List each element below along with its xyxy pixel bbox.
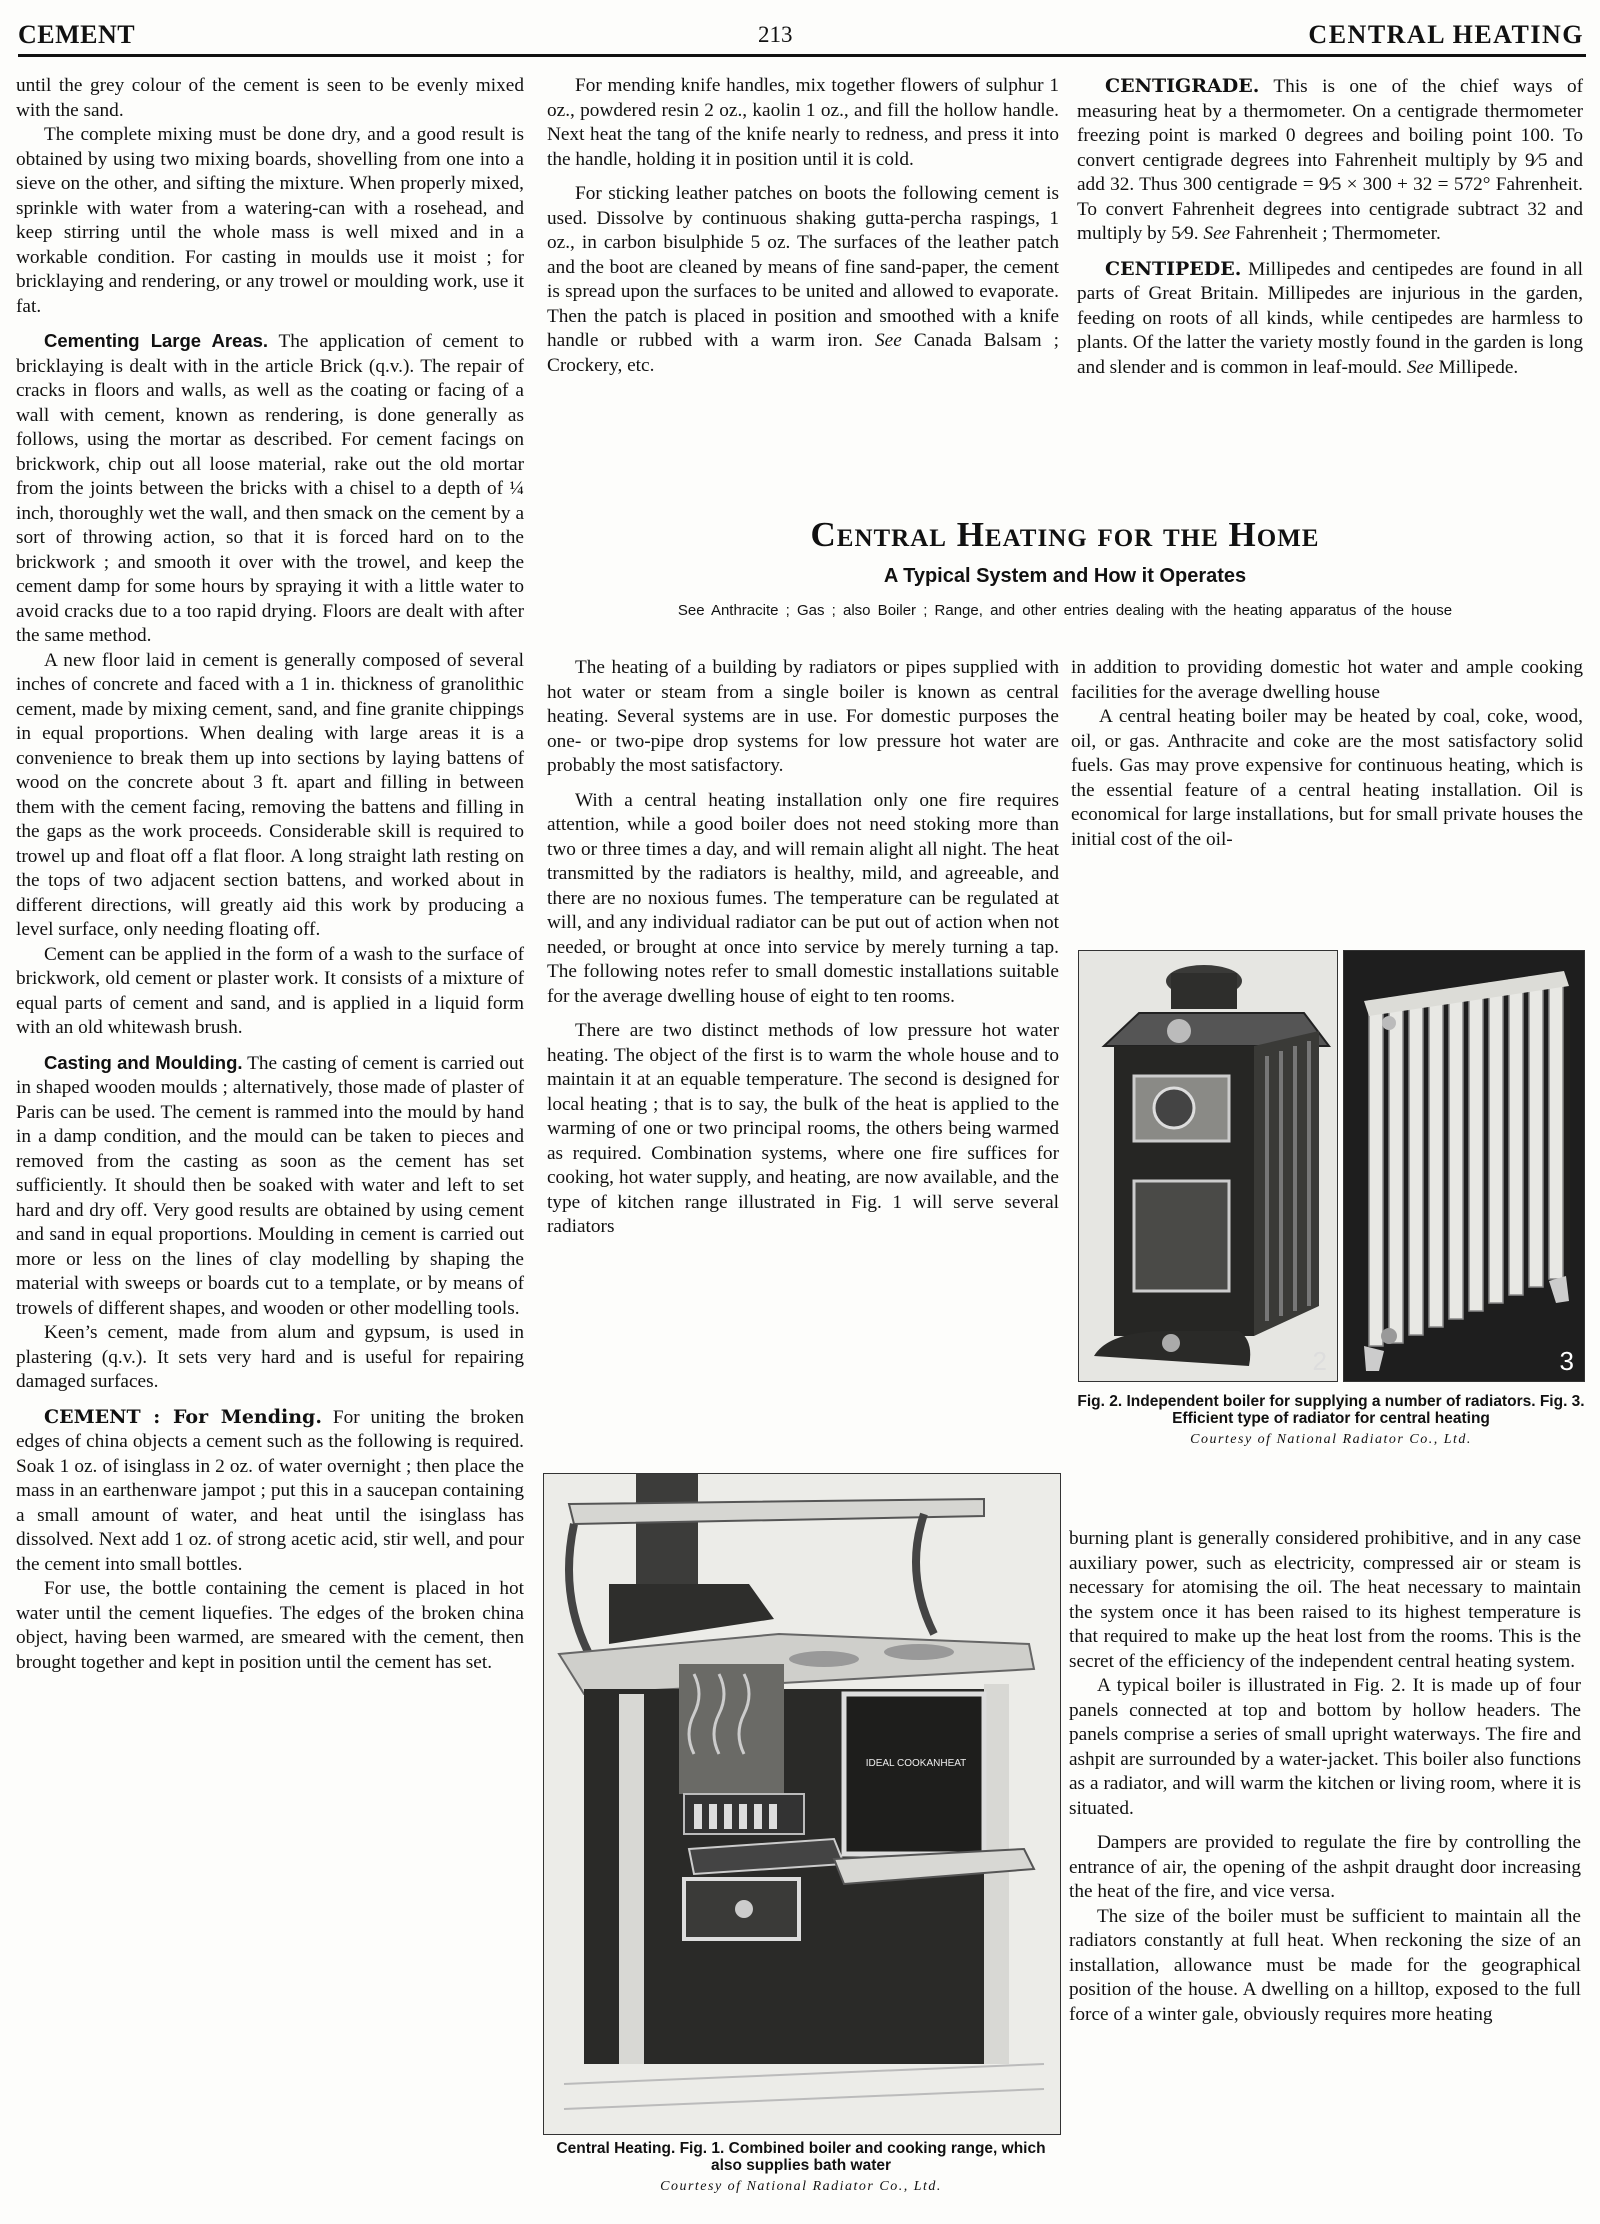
paragraph: Keen’s cement, made from alum and gypsum, is used in plastering (q.v.). It sets very hard and is useful for repairing damaged surfaces. (16, 1322, 524, 1392)
figure-3-radiator-image (1343, 950, 1585, 1382)
figure-2-3-caption (1076, 1393, 1586, 1448)
caption-text: Central Heating. Fig. 1. Combined boiler and cooking range, which also supplies bath water (556, 2140, 1046, 2174)
page-number: 213 (758, 22, 793, 47)
see-label: See (875, 330, 902, 351)
entry-text: The application of cement to bricklaying is dealt with in the article Brick (q.v.). The repair of cracks in floors and walls, as well as the coating or facing of a wall with cement, known as rendering, is done generally as follows, using the mortar as described. For cement facings on brickwork, chip out all loose material, rake out the old mortar from the joints between the bricks with a chisel to a depth of ¼ inch, thoroughly wet the wall, and then smack on the cement by a sort of throwing action, so that it is forced hard on to the brickwork ; and smooth it over with the trowel, and keep the cement damp for some hours by spraying it with a little water to avoid cracks due to a too rapid drying. Floors are dealt with after the same method. (16, 331, 524, 646)
article-column-right (1071, 656, 1583, 852)
entry-text: For uniting the broken edges of china objects a cement such as the following is required. Soak 1 oz. of isinglass in 2 oz. of water overnight ; then place the mass in an earthenware jampot ; put this in a saucepan containing a small amount of water, and heat until the isinglass has dissolved. Next add 1 oz. of strong acetic acid, stir well, and pour the cement into small bottles. (16, 1406, 525, 1575)
paragraph: in addition to providing domestic hot water and ample cooking facilities for the average dwelling house (1071, 657, 1583, 703)
runin-heading: CENTIPEDE. (1105, 257, 1242, 280)
paragraph: Dampers are provided to regulate the fire by controlling the entrance of air, the opening of the ashpit draught door increasing the heat of the fire, and vice versa. (1069, 1832, 1581, 1902)
article-title: Central Heating for the Home (810, 515, 1320, 554)
entry-cement-mending (16, 1405, 524, 1578)
paragraph: A new floor laid in cement is generally composed of several inches of concrete and faced with a 1 in. thickness of granolithic cement, made by mixing cement, sand, and fine granite chippings in equal proportions. When dealing with large areas it is a convenience to break them up into sections by laying battens of wood on the concrete about 3 ft. apart and filling in between them with the cement facing, removing the battens and filling in the gaps as the work proceeds. Considerable skill is required to trowel up and float off a flat floor. A long straight lath resting on the tops of two adjacent section battens, and worked about in different directions, will greatly aid this work by producing a level surface, only needing floating off. (16, 649, 524, 940)
article-column-right-continued (1069, 1527, 1581, 2027)
paragraph: There are two distinct methods of low pressure hot water heating. The object of the first is to warm the whole house and to maintain it at an equable temperature. The second is designed for local heating ; that is to say, the bulk of the heat is applied to the warming of one or two principal rooms, the others being warmed as required. Combination systems, where one fire suffices for cooking, hot water supply, and heating, are now available, and the type of kitchen range illustrated in Fig. 1 will serve several radiators (547, 1020, 1059, 1237)
figure-1-caption (543, 2140, 1059, 2195)
paragraph: until the grey colour of the cement is seen to be evenly mixed with the sand. (16, 75, 524, 121)
radiator-illustration-icon (1344, 951, 1584, 1381)
cross-reference[interactable]: Millipede. (1438, 356, 1519, 378)
caption-credit: Courtesy of National Radiator Co., Ltd. (660, 2179, 942, 2194)
entry-text: The casting of cement is carried out in shaped wooden moulds ; alternatively, those made of plaster of Paris can be used. The cement is rammed into the mould by hand in a damp condition, and the mould can be taken to pieces and removed from the casting as soon as the cement has set sufficiently. It should then be soaked with water and left to set hard and dry off. Very good results are obtained by using cement and sand in equal proportions. Moulding in cement is carried out more or less on the lines of clay modelling by shaping the material with sweeps or boards cut to a template, or by means of trowels of different shapes, and wooden or other modelling tools. (16, 1052, 524, 1319)
figure-number: 3 (1559, 1346, 1574, 1376)
cross-reference[interactable]: Fahrenheit ; Thermometer. (1235, 223, 1441, 244)
column-centigrade-centipede (1077, 74, 1583, 380)
running-head (18, 18, 1586, 57)
paragraph (547, 182, 1059, 378)
range-brand-label: IDEAL COOKANHEAT (865, 1758, 967, 1769)
paragraph: A central heating boiler may be heated by coal, coke, wood, oil, or gas. Anthracite and coke are the most satisfactory solid fuels. Gas may prove expensive for continuous heating, which is the essential feature of a central heating installation. Oil is economical for large installations, but for small private houses the initial cost of the oil- (1071, 706, 1583, 850)
paragraph: A typical boiler is illustrated in Fig. 2. It is made up of four panels connected at top and bottom by hollow headers. The panels comprise a series of small upright waterways. The fire and ashpit are surrounded by a water-jacket. This boiler also functions as a radiator, and will warm the kitchen or living room, where it is situated. (1069, 1675, 1581, 1819)
column-cement (16, 74, 524, 1675)
article-subtitle: A Typical System and How it Operates (883, 565, 1247, 587)
article-column-left (547, 656, 1059, 1240)
cross-reference[interactable]: Canada Balsam ; Crockery, etc. (547, 330, 1059, 376)
running-head-left: CEMENT (18, 20, 136, 49)
paragraph: For use, the bottle containing the cement is placed in hot water until the cement liquefies. The edges of the broken china object, having been warmed, are smeared with the cement, then brought together and kept in position until the cement has set. (16, 1578, 524, 1673)
entry-text: This is one of the chief ways of measuring heat by a thermometer. On a centigrade thermometer freezing point is marked 0 degrees and boiling point 100. To convert centigrade degrees into Fahrenheit multiply by 9⁄5 and add 32. Thus 300 centigrade = 9⁄5 × 300 + 32 = 572° Fahrenheit. To convert Fahrenheit degrees into centigrade subtract 32 and multiply by 5⁄9. (1077, 76, 1583, 244)
entry-text: Millipedes and centipedes are found in all parts of Great Britain. Millipedes are injurious in the garden, feeding on roots of all kinds, while centipedes are harmless to plants. Of the latter the variety mostly found in the garden is long and slender and is common in leaf-mould. (1077, 258, 1583, 378)
figure-2-boiler-image (1078, 950, 1338, 1382)
entry-cementing-large-areas (16, 329, 524, 649)
runin-heading: CEMENT : For Mending. (44, 1405, 322, 1428)
entry-centigrade (1077, 74, 1583, 247)
paragraph: The complete mixing must be done dry, and a good result is obtained by using two mixing boards, shovelling from one into a sieve on the other, and sifting the mixture. When properly mixed, sprinkle with water from a watering-can with a rosehead, and keep stirring until the whole mass is well mixed and in a workable condition. For casting in moulds use it moist ; for bricklaying and rendering, or any trowel or moulding work, use it fat. (16, 124, 524, 317)
running-head-right: CENTRAL HEATING (1308, 20, 1584, 49)
see-label: See (1203, 223, 1231, 244)
entry-centipede (1077, 257, 1583, 381)
runin-heading: Casting and Moulding. (44, 1051, 243, 1073)
paragraph: Cement can be applied in the form of a wash to the surface of brickwork, old cement or plaster work. It consists of a mixture of equal parts of cement and sand, and is applied in a liquid form with an old whitewash brush. (16, 943, 524, 1038)
column-cement-continued (547, 74, 1059, 378)
figure-1-range-image (543, 1473, 1061, 2135)
cooking-range-illustration-icon (544, 1474, 1060, 2134)
caption-credit: Courtesy of National Radiator Co., Ltd. (1190, 1432, 1472, 1447)
see-label: See (1406, 356, 1434, 378)
boiler-illustration-icon (1079, 951, 1337, 1381)
paragraph: The heating of a building by radiators or pipes supplied with hot water or steam from a single boiler is known as central heating. Several systems are in use. For domestic purposes the one- or two-pipe drop systems for low pressure hot water are probably the most satisfactory. (547, 657, 1059, 776)
article-see-also: See Anthracite ; Gas ; also Boiler ; Range, and other entries dealing with the heating apparatus of the house (677, 602, 1453, 619)
article-header (540, 515, 1590, 619)
paragraph-text: For sticking leather patches on boots the following cement is used. Dissolve by continuous shaking gutta-percha raspings, 1 oz., in carbon bisulphide 5 oz. The surfaces of the leather patch and the boot are cleaned by means of fine sand-paper, the cement is spread upon the surfaces to be united and allowed to evaporate. Then the patch is placed in position and smoothed with a knife handle or rubbed with a warm iron. (547, 183, 1059, 351)
entry-casting-moulding (16, 1051, 524, 1322)
runin-heading: CENTIGRADE. (1105, 75, 1260, 97)
paragraph: burning plant is generally considered prohibitive, and in any case auxiliary power, such as electricity, compressed air or steam is necessary for atomising the oil. The heat necessary to maintain the system once it has been raised to its highest temperature is that required to make up the heat lost from the rooms. This is the secret of the efficiency of the independent central heating system. (1069, 1528, 1581, 1672)
paragraph: With a central heating installation only one fire requires attention, while a good boiler does not need stoking more than two or three times a day, and will remain alight all night. The heat transmitted by the radiators is healthy, mild, and agreeable, and there are no noxious fumes. The temperature can be regulated at will, and any individual radiator can be put out of action when not needed, or brought at once into service by merely turning a tap. The following notes refer to small domestic installations suitable for the average dwelling house of eight to ten rooms. (547, 789, 1059, 1007)
runin-heading: Cementing Large Areas. (44, 330, 269, 351)
caption-text: Fig. 2. Independent boiler for supplying a number of radiators. Fig. 3. Efficient type of radiator for central heating (1077, 1393, 1585, 1427)
figure-number: 2 (1312, 1346, 1327, 1376)
paragraph: For mending knife handles, mix together flowers of sulphur 1 oz., powdered resin 2 oz., kaolin 1 oz., and fill the hollow handle. Next heat the tang of the knife nearly to redness, and press it into the handle, holding it in position until it is cold. (547, 75, 1059, 170)
paragraph: The size of the boiler must be sufficient to maintain all the radiators constantly at full heat. When reckoning the size of an installation, allowance must be made for the geographical position of the house. A dwelling on a hilltop, exposed to the full force of a winter gale, obviously requires more heating (1069, 1905, 1581, 2025)
